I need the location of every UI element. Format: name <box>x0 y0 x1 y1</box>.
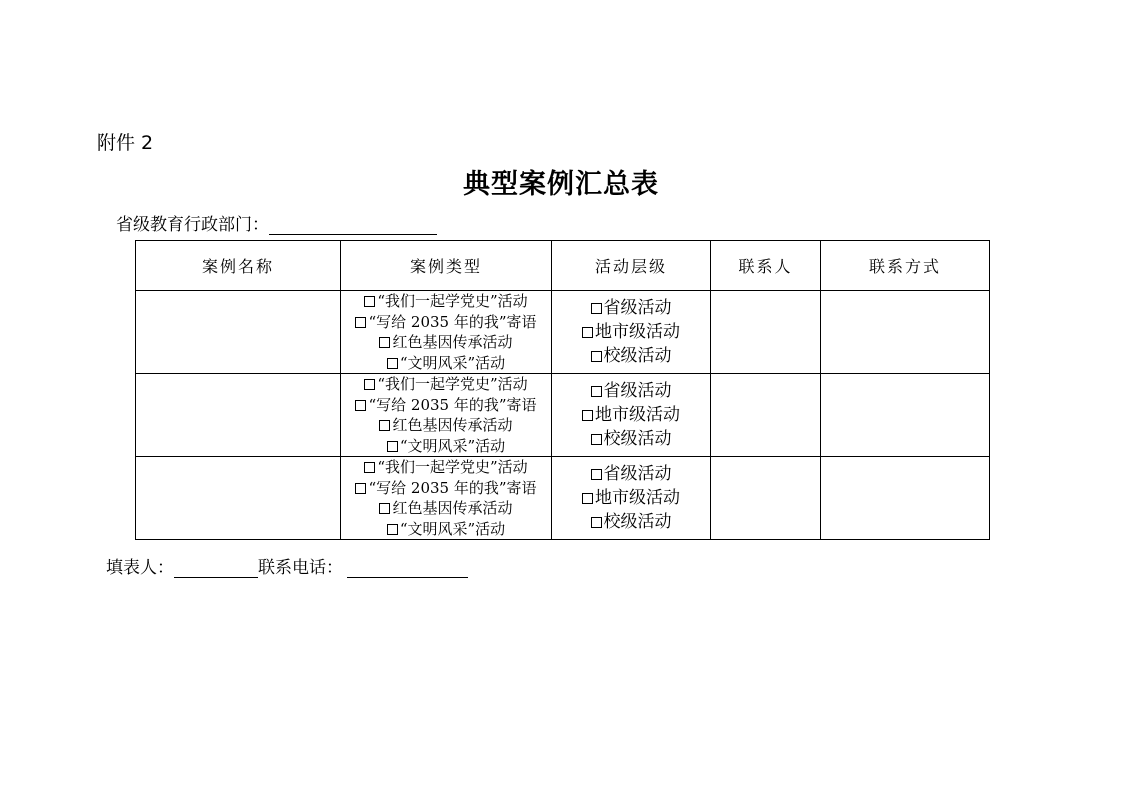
attachment-label: 附件 2 <box>97 132 154 154</box>
activity-level-option[interactable] <box>552 296 710 320</box>
case-name-cell[interactable] <box>136 374 341 457</box>
checkbox-icon[interactable] <box>364 379 375 390</box>
header-activity-level: 活动层级 <box>552 241 711 291</box>
checkbox-icon[interactable] <box>582 493 593 504</box>
case-type-option[interactable] <box>341 374 551 395</box>
activity-level-cell <box>552 374 711 457</box>
activity-level-label: 地市级活动 <box>595 488 680 508</box>
checkbox-icon[interactable] <box>387 441 398 452</box>
case-type-label: “文明风采”活动 <box>399 519 506 538</box>
case-type-option[interactable] <box>341 498 551 519</box>
checkbox-icon[interactable] <box>591 386 602 397</box>
case-type-option[interactable] <box>341 332 551 353</box>
phone-blank-field[interactable] <box>347 557 468 578</box>
checkbox-icon[interactable] <box>582 327 593 338</box>
activity-level-label: 省级活动 <box>603 298 672 318</box>
checkbox-icon[interactable] <box>379 420 390 431</box>
header-contact-method: 联系方式 <box>821 241 990 291</box>
checkbox-icon[interactable] <box>387 524 398 535</box>
case-type-label: 红色基因传承活动 <box>392 333 513 351</box>
page-title: 典型案例汇总表 <box>463 169 659 200</box>
contact-person-cell[interactable] <box>711 291 821 374</box>
case-type-label: 红色基因传承活动 <box>392 416 513 434</box>
checkbox-icon[interactable] <box>355 483 366 494</box>
case-type-label: “写给 2035 年的我”寄语 <box>368 478 537 497</box>
case-type-option[interactable] <box>341 291 551 312</box>
case-summary-table <box>135 240 990 540</box>
checkbox-icon[interactable] <box>591 434 602 445</box>
activity-level-option[interactable] <box>552 403 710 427</box>
phone-label: 联系电话： <box>258 558 343 578</box>
checkbox-icon[interactable] <box>591 351 602 362</box>
table-row <box>136 374 990 457</box>
checkbox-icon[interactable] <box>379 337 390 348</box>
case-type-cell <box>341 374 552 457</box>
case-type-option[interactable] <box>341 436 551 457</box>
case-name-cell[interactable] <box>136 291 341 374</box>
department-label: 省级教育行政部门： <box>116 215 269 235</box>
case-type-cell <box>341 457 552 540</box>
case-type-label: “我们一起学党史”活动 <box>377 375 528 393</box>
footer-row <box>106 553 468 578</box>
checkbox-icon[interactable] <box>355 317 366 328</box>
contact-method-cell[interactable] <box>821 457 990 540</box>
contact-person-cell[interactable] <box>711 374 821 457</box>
activity-level-label: 省级活动 <box>603 464 672 484</box>
activity-level-cell <box>552 457 711 540</box>
checkbox-icon[interactable] <box>591 517 602 528</box>
activity-level-label: 校级活动 <box>603 512 672 532</box>
case-type-label: “我们一起学党史”活动 <box>377 292 528 310</box>
checkbox-icon[interactable] <box>591 469 602 480</box>
header-case-name: 案例名称 <box>136 241 341 291</box>
contact-person-cell[interactable] <box>711 457 821 540</box>
case-type-option[interactable] <box>341 353 551 374</box>
activity-level-option[interactable] <box>552 510 710 534</box>
case-type-option[interactable] <box>341 395 551 416</box>
case-type-label: 红色基因传承活动 <box>392 499 513 517</box>
table-row <box>136 291 990 374</box>
header-contact-person: 联系人 <box>711 241 821 291</box>
case-type-option[interactable] <box>341 457 551 478</box>
activity-level-label: 校级活动 <box>603 429 672 449</box>
checkbox-icon[interactable] <box>364 462 375 473</box>
case-type-label: “我们一起学党史”活动 <box>377 458 528 476</box>
activity-level-option[interactable] <box>552 486 710 510</box>
table-row <box>136 457 990 540</box>
checkbox-icon[interactable] <box>591 303 602 314</box>
case-name-cell[interactable] <box>136 457 341 540</box>
activity-level-label: 地市级活动 <box>595 322 680 342</box>
activity-level-cell <box>552 291 711 374</box>
checkbox-icon[interactable] <box>364 296 375 307</box>
activity-level-label: 地市级活动 <box>595 405 680 425</box>
case-type-option[interactable] <box>341 519 551 540</box>
filler-blank-field[interactable] <box>174 557 258 578</box>
activity-level-option[interactable] <box>552 462 710 486</box>
case-type-label: “写给 2035 年的我”寄语 <box>368 395 537 414</box>
case-type-label: “文明风采”活动 <box>399 353 506 372</box>
case-type-label: “文明风采”活动 <box>399 436 506 455</box>
case-type-label: “写给 2035 年的我”寄语 <box>368 312 537 331</box>
activity-level-option[interactable] <box>552 320 710 344</box>
checkbox-icon[interactable] <box>379 503 390 514</box>
activity-level-option[interactable] <box>552 427 710 451</box>
checkbox-icon[interactable] <box>582 410 593 421</box>
activity-level-label: 省级活动 <box>603 381 672 401</box>
activity-level-option[interactable] <box>552 379 710 403</box>
checkbox-icon[interactable] <box>355 400 366 411</box>
activity-level-option[interactable] <box>552 344 710 368</box>
case-type-cell <box>341 291 552 374</box>
checkbox-icon[interactable] <box>387 358 398 369</box>
case-type-option[interactable] <box>341 415 551 436</box>
contact-method-cell[interactable] <box>821 291 990 374</box>
contact-method-cell[interactable] <box>821 374 990 457</box>
department-row <box>116 210 437 235</box>
header-case-type: 案例类型 <box>341 241 552 291</box>
case-type-option[interactable] <box>341 478 551 499</box>
case-type-option[interactable] <box>341 312 551 333</box>
activity-level-label: 校级活动 <box>603 346 672 366</box>
department-blank-field[interactable] <box>269 214 437 235</box>
table-header-row <box>136 241 990 291</box>
filler-label: 填表人： <box>106 558 174 578</box>
